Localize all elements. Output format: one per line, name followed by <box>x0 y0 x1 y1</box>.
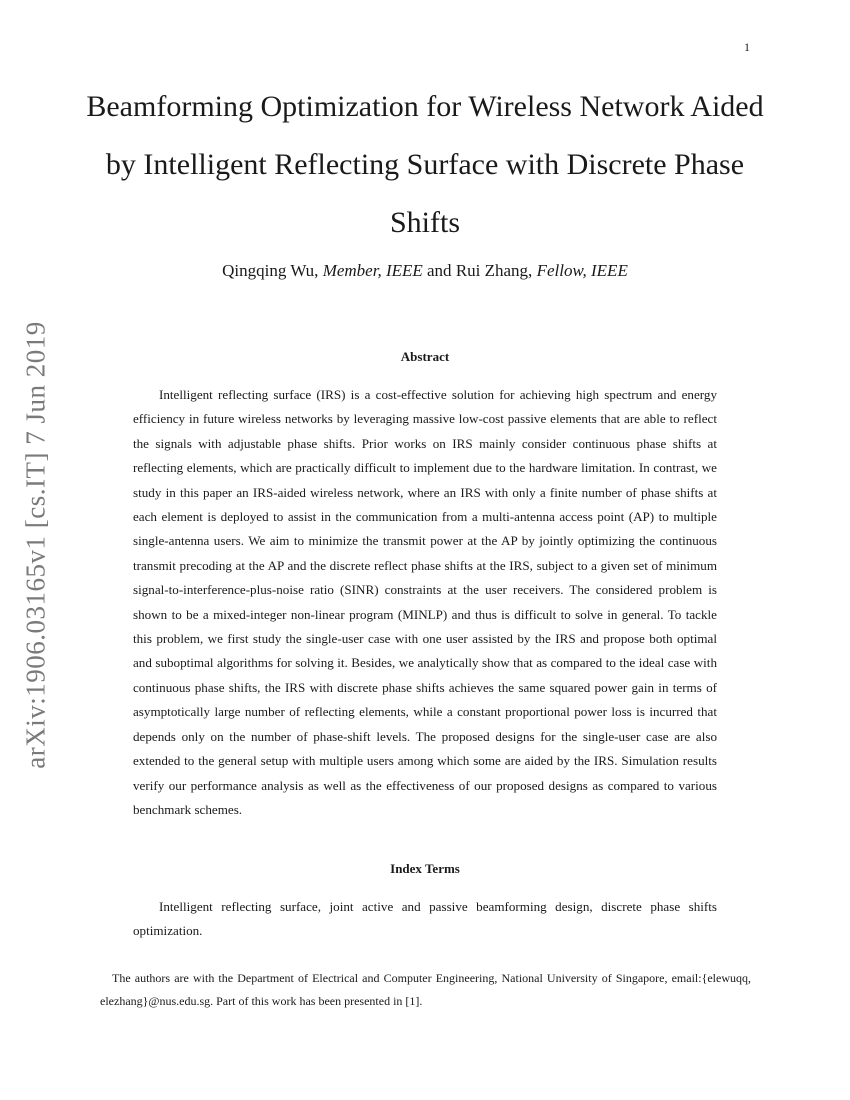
author-affiliation-footnote: The authors are with the Department of Electrical and Computer Engineering, National University of Singapore, email:{elewuqq, elezhang}@nus.edu.sg. Part of this work has been presented in [1]. <box>100 971 751 1008</box>
paper-title: Beamforming Optimization for Wireless Network Aided by Intelligent Reflecting Surface with Discrete Phase Shifts <box>86 90 764 239</box>
author-connector: and <box>427 261 452 280</box>
arxiv-stamp: arXiv:1906.03165v1 [cs.IT] 7 Jun 2019 <box>20 321 51 769</box>
abstract-text: Intelligent reflecting surface (IRS) is a cost-effective solution for achieving high spectrum and energy efficiency in future wireless networks by leveraging massive low-cost passive elements that are able to reflect the signals with adjustable phase shifts. Prior works on IRS mainly consider continuous phase shifts at reflecting elements, which are practically difficult to implement due to the hardware limitation. In contrast, we study in this paper an IRS-aided wireless network, where an IRS with only a finite number of phase shifts at each element is deployed to assist in the communication from a multi-antenna access point (AP) to multiple single-antenna users. We aim to minimize the transmit power at the AP by jointly optimizing the continuous transmit precoding at the AP and the discrete reflect phase shifts at the IRS, subject to a given set of minimum signal-to-interference-plus-noise ratio (SINR) constraints at the user receivers. The considered problem is shown to be a mixed-integer non-linear program (MINLP) and thus is difficult to solve in general. To tackle this problem, we first study the single-user case with one user assisted by the IRS and propose both optimal and suboptimal algorithms for solving it. Besides, we analytically show that as compared to the ideal case with continuous phase shifts, the IRS with discrete phase shifts achieves the same squared power gain in terms of asymptotically large number of reflecting elements, while a constant proportional power loss is incurred that depends only on the number of phase-shift levels. The proposed designs for the single-user case are also extended to the general setup with multiple users among which some are aided by the IRS. Simulation results verify our performance analysis as well as the effectiveness of our proposed designs as compared to various benchmark schemes. <box>133 387 717 817</box>
page-number: 1 <box>744 40 750 54</box>
author-list <box>80 260 770 282</box>
index-terms-heading: Index Terms <box>390 861 460 876</box>
abstract-heading: Abstract <box>400 349 450 364</box>
author-name: Qingqing Wu, <box>222 261 319 280</box>
author-membership: Fellow, IEEE <box>536 261 628 280</box>
author-name: Rui Zhang, <box>455 261 533 280</box>
index-terms-text: Intelligent reflecting surface, joint active and passive beamforming design, discrete phase shifts optimization. <box>133 899 717 939</box>
author-membership: Member, IEEE <box>322 261 423 280</box>
